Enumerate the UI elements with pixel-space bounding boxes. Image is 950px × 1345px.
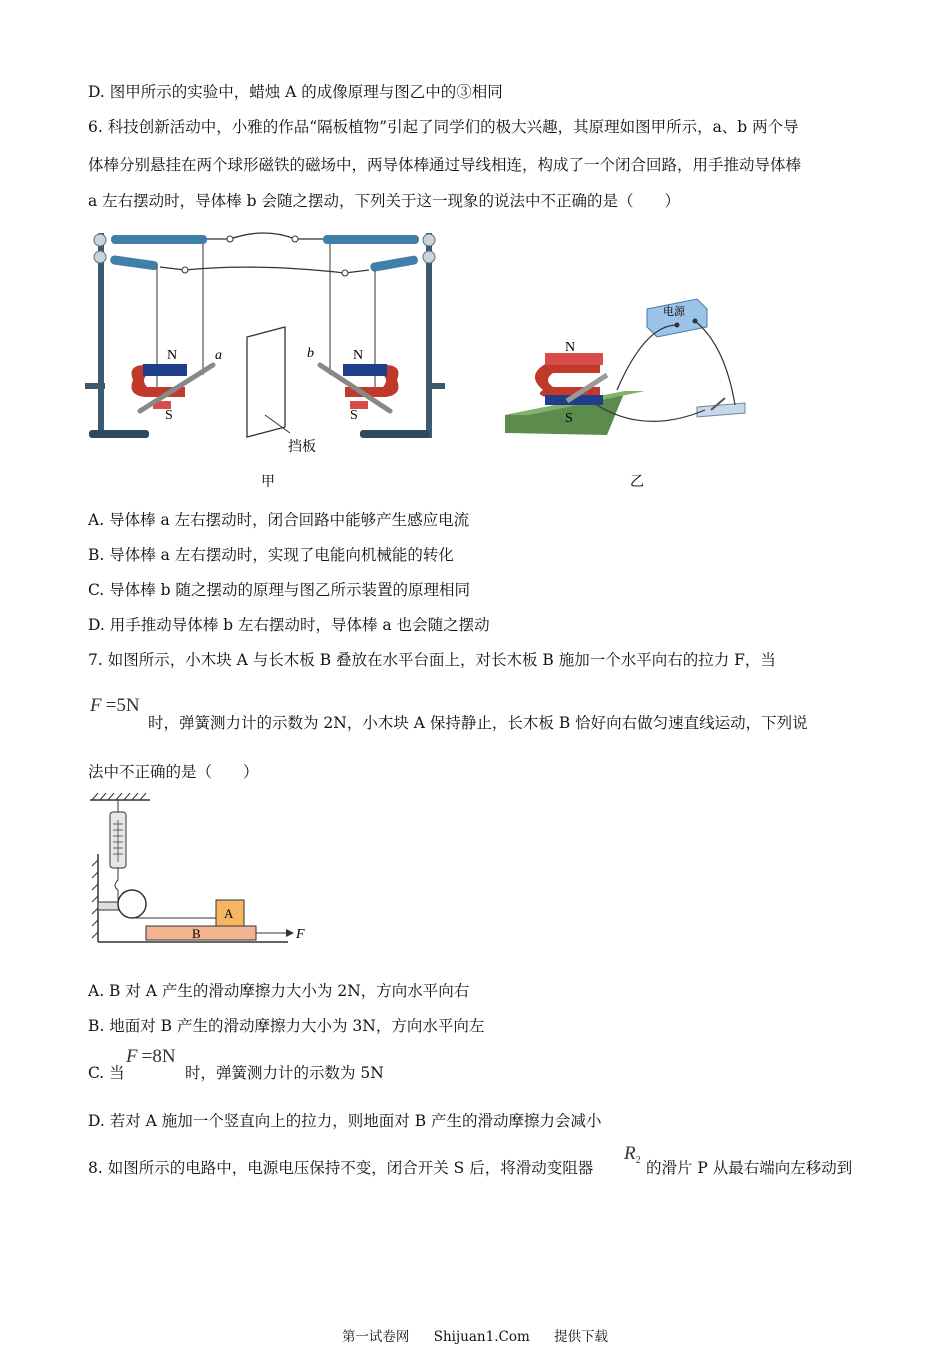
label-S-right: S [350,408,358,423]
label-board: 挡板 [288,439,316,455]
question-7-line-1: 7. 如图所示，小木块 A 与长木板 B 叠放在水平台面上，对长木板 B 施加一个水平向右的拉力 F，当 [88,651,776,669]
option-6-prev-D: D. 图甲所示的实验中，蜡烛 A 的成像原理与图乙中的③相同 [88,83,503,101]
question-8-prefix: 8. 如图所示的电路中，电源电压保持不变，闭合开关 S 后，将滑动变阻器 [88,1159,594,1177]
option-7-B: B. 地面对 B 产生的滑动摩擦力大小为 3N，方向水平向左 [88,1017,485,1035]
figure-jia-yi [85,225,765,500]
footer-left: 第一试卷网 [341,1329,410,1345]
option-7-A: A. B 对 A 产生的滑动摩擦力大小为 2N，方向水平向右 [88,982,470,1000]
footer-right: 提供下载 [554,1329,609,1345]
footer [0,1325,950,1345]
math-F-5N: F =5N [90,695,140,716]
math-F-8N: F =8N [126,1046,176,1067]
pulley [118,890,146,918]
option-6-D: D. 用手推动导体棒 b 左右摆动时，导体棒 a 也会随之摆动 [88,616,490,634]
question-8-text: 的滑片 P 从最右端向左移动到 [646,1159,853,1177]
label-b: b [307,346,314,361]
label-F: F [296,927,305,942]
option-6-C: C. 导体棒 b 随之摆动的原理与图乙所示装置的原理相同 [88,581,470,599]
option-6-B: B. 导体棒 a 左右摆动时，实现了电能向机械能的转化 [88,546,454,564]
option-7-D: D. 若对 A 施加一个竖直向上的拉力，则地面对 B 产生的滑动摩擦力会减小 [88,1112,602,1130]
option-7-C-prefix: C. 当 [88,1064,125,1082]
partition-board [247,327,285,437]
math-R2: $R_2$ [624,1143,641,1167]
label-a: a [215,348,222,363]
label-power: 电源 [663,305,685,318]
figure-yi [505,299,745,435]
figure-spring-scale-blocks [88,790,328,950]
caption-jia: 甲 [261,474,275,490]
caption-yi: 乙 [630,474,644,490]
label-S-yi: S [565,411,573,426]
question-6-line-2: 体棒分别悬挂在两个球形磁铁的磁场中，两导体棒通过导线相连，构成了一个闭合回路，用手推动导体棒 [88,156,802,174]
question-7-line-2-text: 时，弹簧测力计的示数为 2N，小木块 A 保持静止，长木板 B 恰好向右做匀速直线运动，下列说 [148,714,808,732]
footer-mid[interactable]: Shijuan1.Com [433,1329,530,1345]
option-6-A: A. 导体棒 a 左右摆动时，闭合回路中能够产生感应电流 [88,511,470,529]
option-7-C-text: 时，弹簧测力计的示数为 5N [185,1064,384,1082]
label-N-left: N [167,348,178,363]
label-S-left: S [165,408,173,423]
label-B: B [192,926,201,941]
board-B [146,926,256,940]
question-7-line-3: 法中不正确的是（ ） [88,763,259,781]
question-6-line-3: a 左右摆动时，导体棒 b 会随之摆动，下列关于这一现象的说法中不正确的是（ ） [88,192,680,210]
label-N-right: N [353,348,364,363]
label-N-yi: N [565,340,576,355]
label-A: A [224,906,234,921]
question-6-line-1: 6. 科技创新活动中，小雅的作品“隔板植物”引起了同学们的极大兴趣，其原理如图甲所示，a、b 两个导 [88,118,799,136]
